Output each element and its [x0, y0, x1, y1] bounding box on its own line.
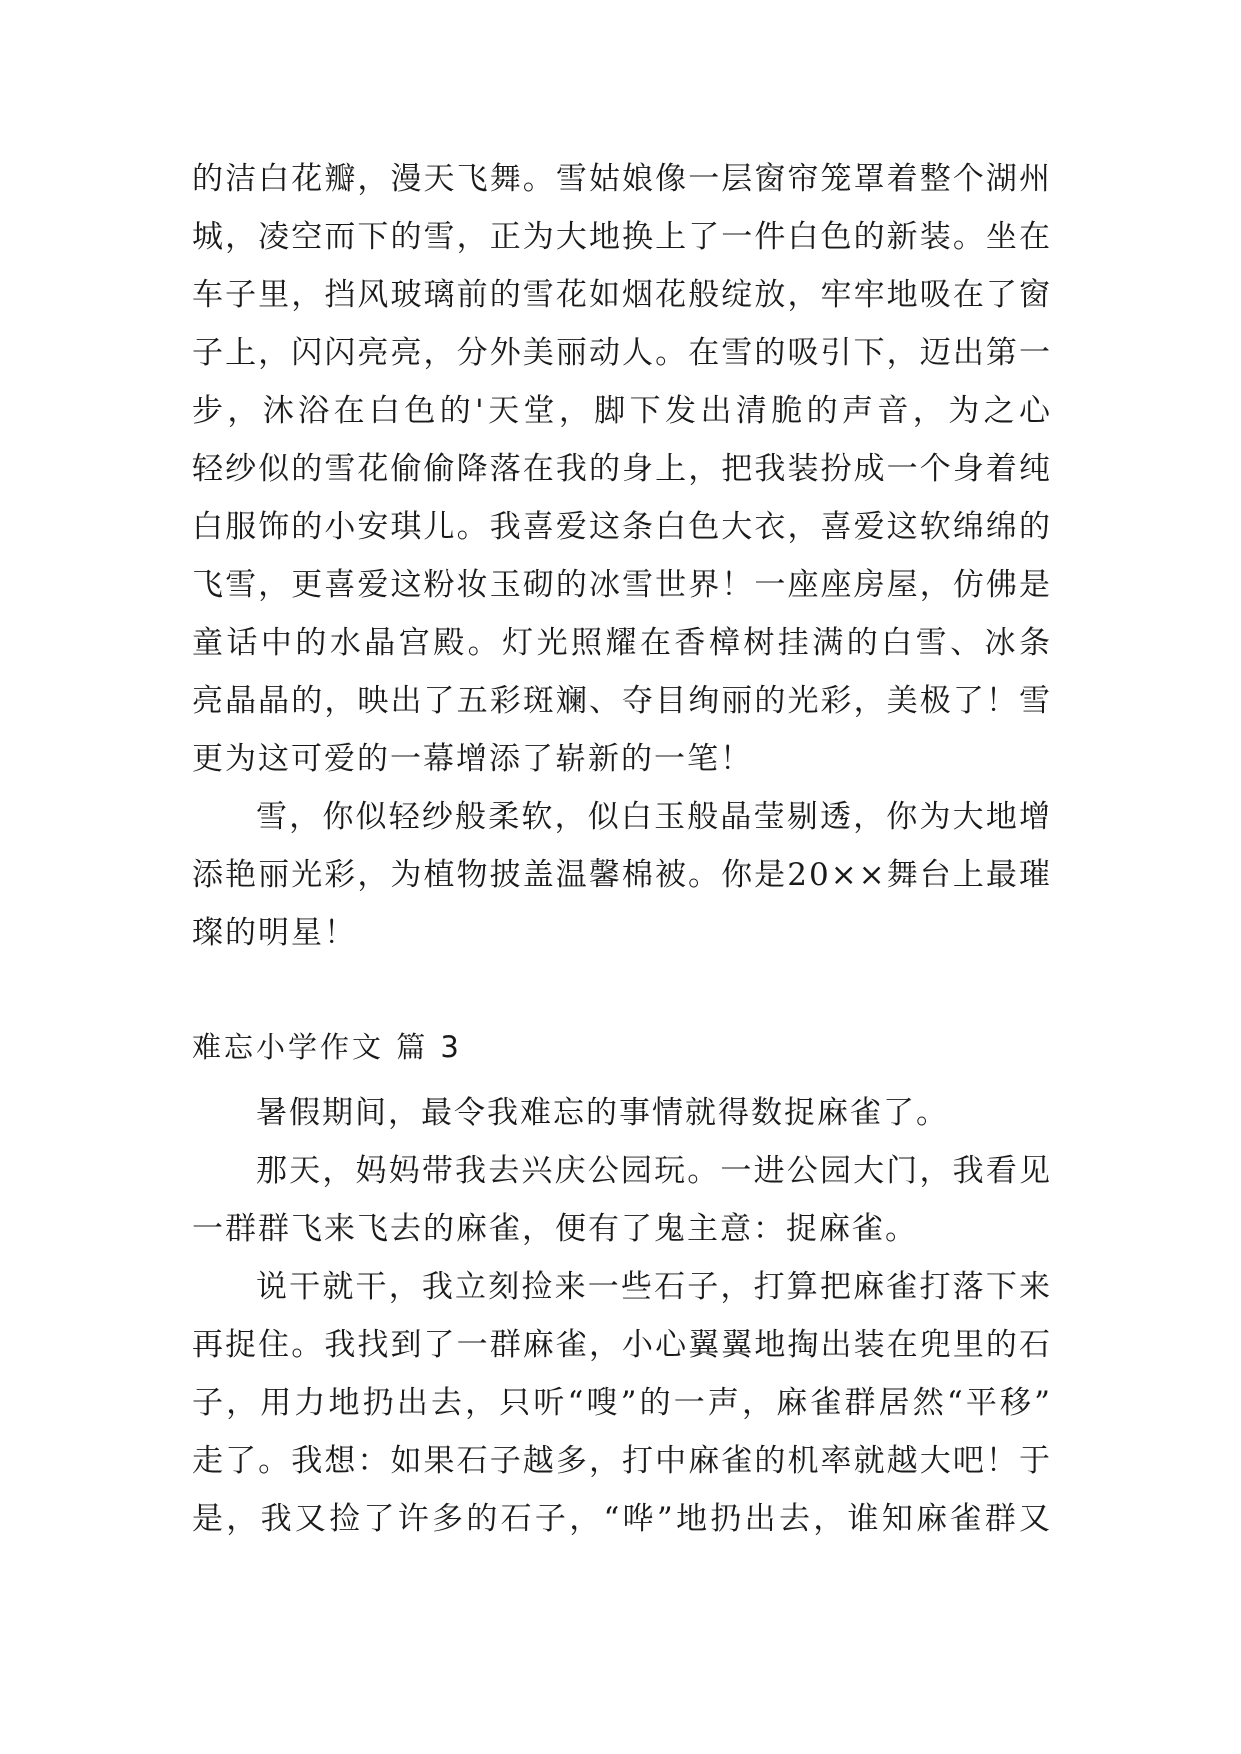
- paragraph-line: 是，我又捡了许多的石子，“哗”地扔出去，谁知麻雀群又: [192, 1501, 1052, 1537]
- paragraph-line: 一群群飞来飞去的麻雀，便有了鬼主意：捉麻雀。: [192, 1211, 918, 1247]
- paragraph-line: 步，沐浴在白色的'天堂，脚下发出清脆的声音，为之心: [192, 393, 1052, 429]
- paragraph-line: 城，凌空而下的雪，正为大地换上了一件白色的新装。坐在: [192, 219, 1052, 255]
- essay-part-1: [192, 150, 1052, 962]
- paragraph-line: 轻纱似的雪花偷偷降落在我的身上，把我装扮成一个身着纯: [192, 451, 1052, 487]
- paragraph-line: 子上，闪闪亮亮，分外美丽动人。在雪的吸引下，迈出第一: [192, 335, 1052, 371]
- paragraph-line: 那天，妈妈带我去兴庆公园玩。一进公园大门，我看见: [256, 1153, 1052, 1189]
- paragraph-line: 童话中的水晶宫殿。灯光照耀在香樟树挂满的白雪、冰条: [192, 625, 1052, 661]
- paragraph-line: 说干就干，我立刻捡来一些石子，打算把麻雀打落下来: [256, 1269, 1052, 1305]
- section-title: 难忘小学作文 篇 3: [192, 1030, 462, 1064]
- paragraph-line: 子，用力地扔出去，只听“嗖”的一声，麻雀群居然“平移”: [192, 1385, 1052, 1421]
- paragraph-line: 雪，你似轻纱般柔软，似白玉般晶莹剔透，你为大地增: [256, 799, 1052, 835]
- paragraph-line: 添艳丽光彩，为植物披盖温馨棉被。你是20××舞台上最璀: [192, 857, 1052, 893]
- paragraph-line: 亮晶晶的，映出了五彩斑斓、夺目绚丽的光彩，美极了！雪: [192, 683, 1052, 719]
- paragraph-line: 的洁白花瓣，漫天飞舞。雪姑娘像一层窗帘笼罩着整个湖州: [192, 161, 1052, 197]
- paragraph-line: 更为这可爱的一幕增添了崭新的一笔！: [192, 741, 753, 777]
- paragraph-line: 飞雪，更喜爱这粉妆玉砌的冰雪世界！一座座房屋，仿佛是: [192, 567, 1052, 603]
- paragraph-line: 璨的明星！: [192, 915, 357, 951]
- paragraph-line: 暑假期间，最令我难忘的事情就得数捉麻雀了。: [256, 1095, 949, 1131]
- paragraph-line: 车子里，挡风玻璃前的雪花如烟花般绽放，牢牢地吸在了窗: [192, 277, 1052, 313]
- essay-part-2: [192, 1084, 1052, 1548]
- paragraph-line: 走了。我想：如果石子越多，打中麻雀的机率就越大吧！于: [192, 1443, 1052, 1479]
- paragraph-line: 白服饰的小安琪儿。我喜爱这条白色大衣，喜爱这软绵绵的: [192, 509, 1052, 545]
- paragraph-line: 再捉住。我找到了一群麻雀，小心翼翼地掏出装在兜里的石: [192, 1327, 1052, 1363]
